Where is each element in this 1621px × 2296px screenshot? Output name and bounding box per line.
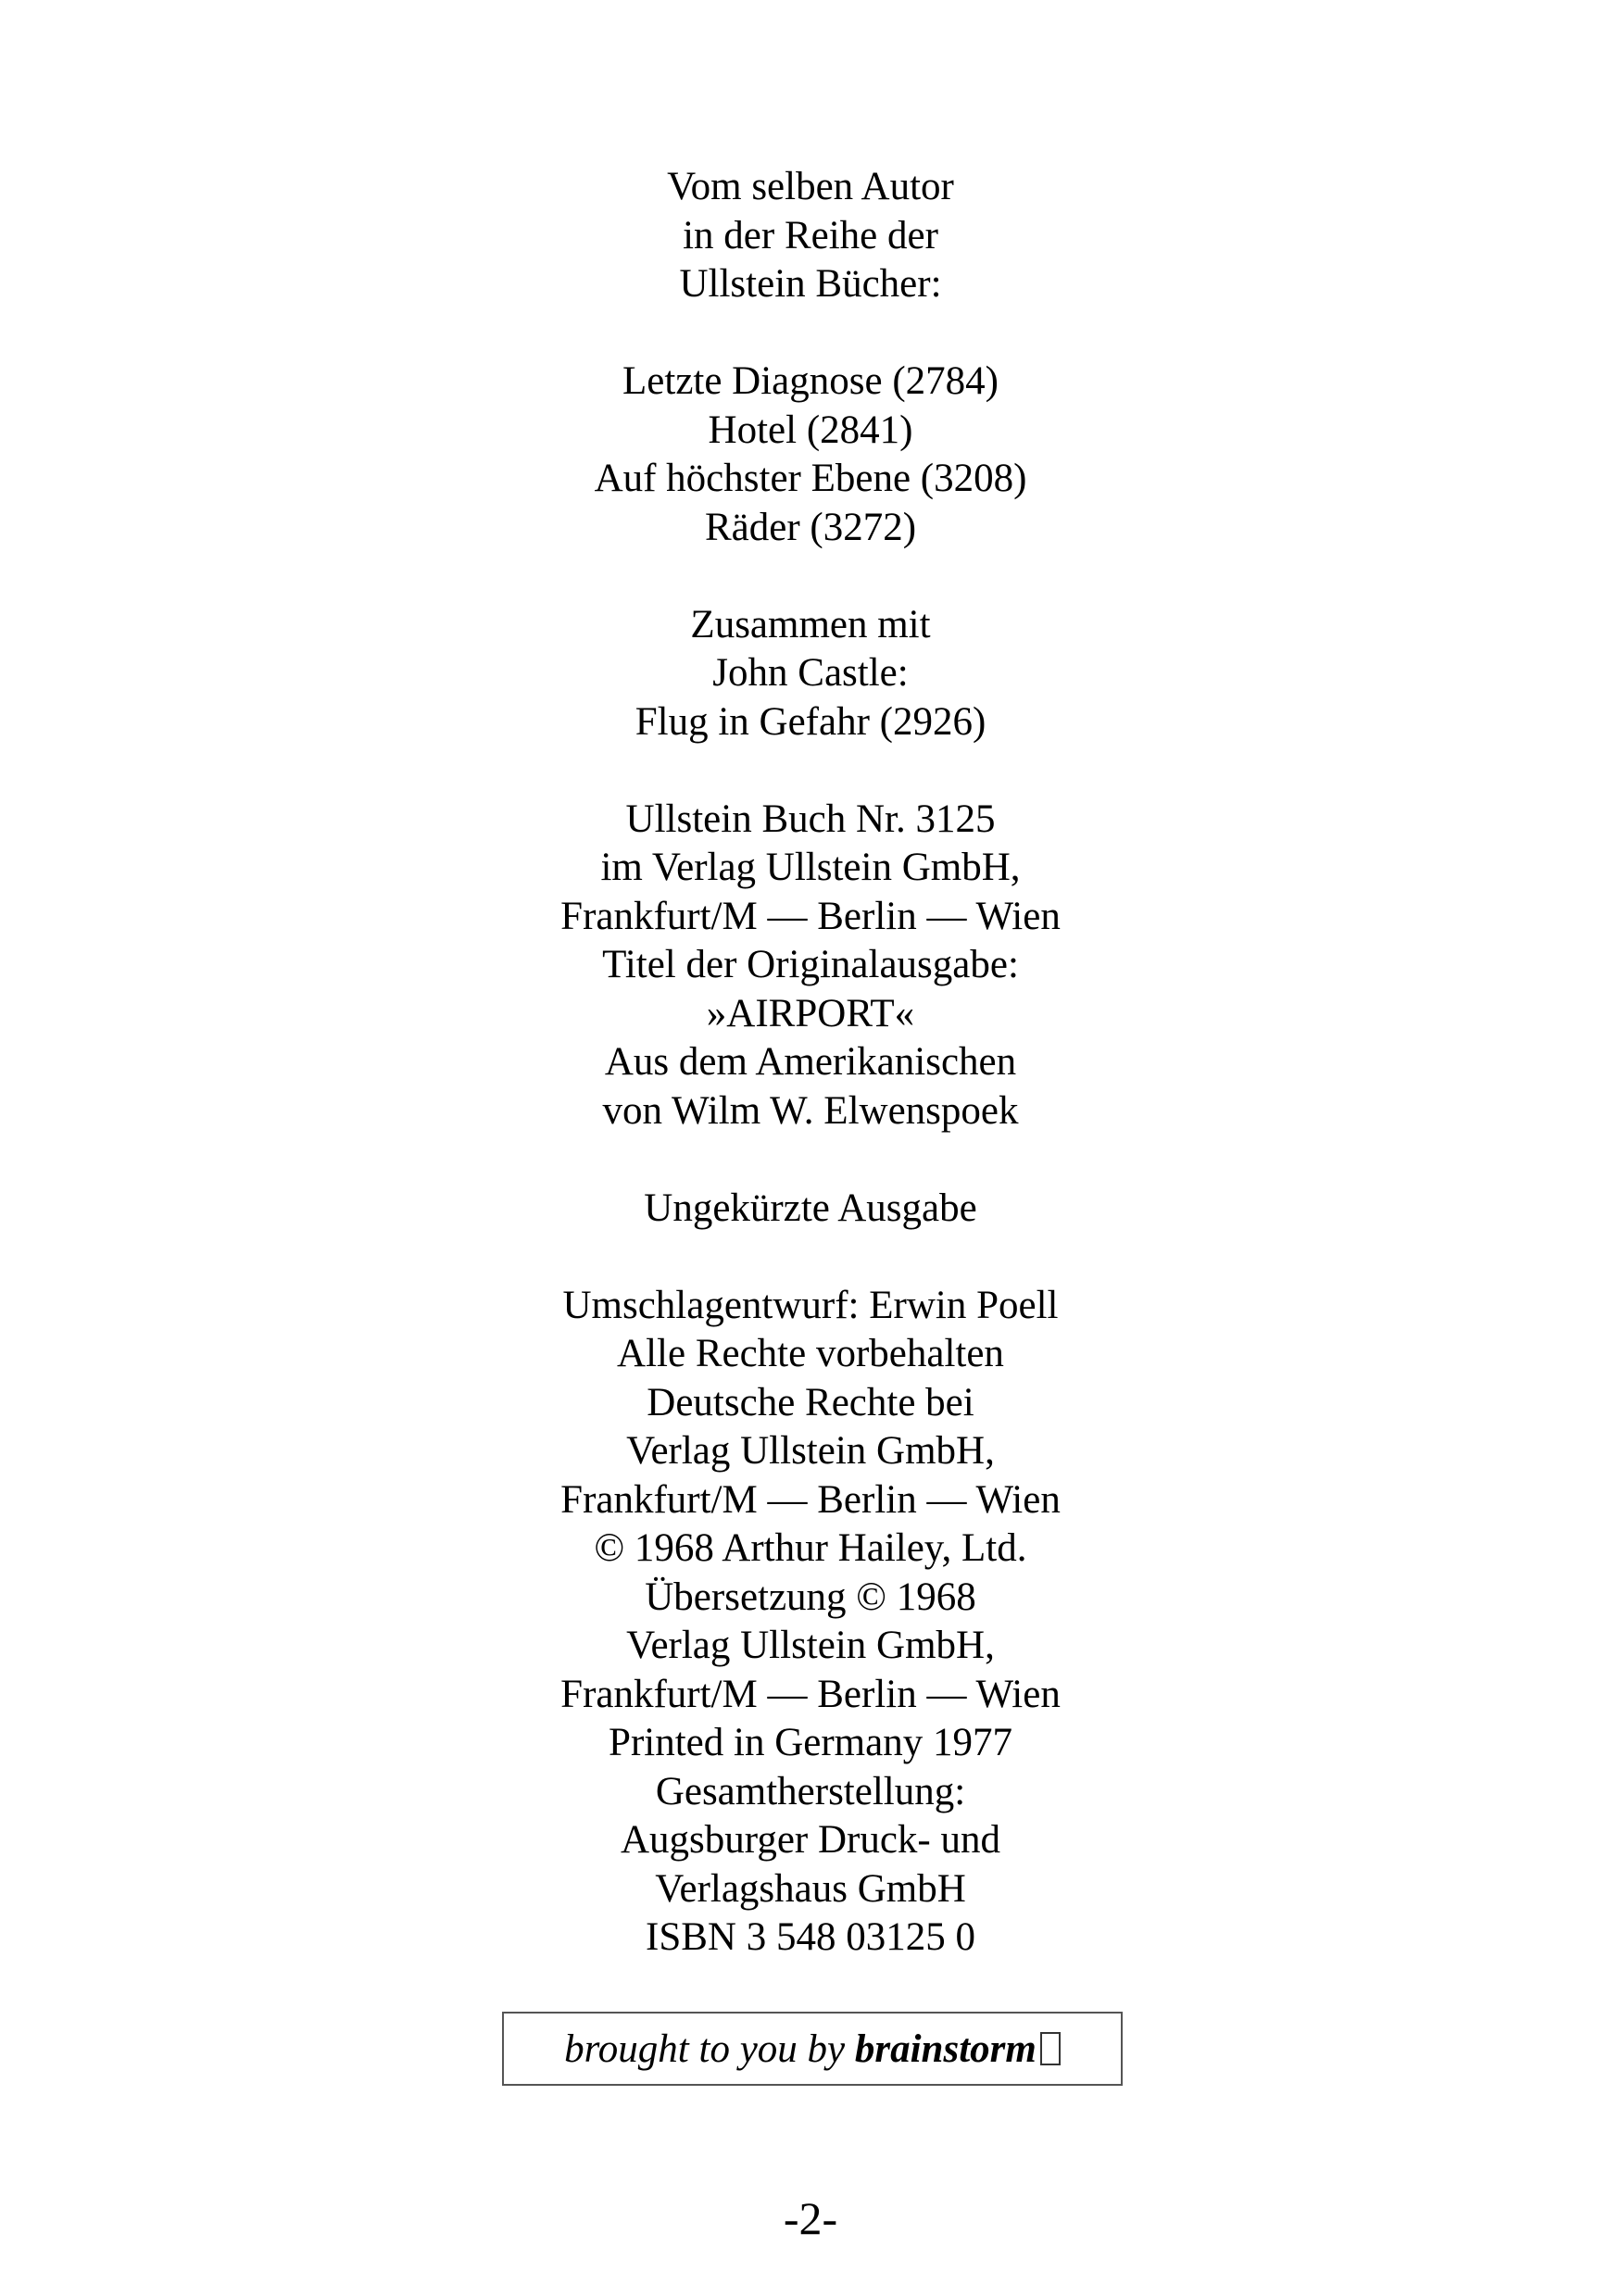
text-line: Hotel (2841)	[708, 408, 913, 452]
credit-banner	[502, 2012, 1123, 2086]
text-line: Frankfurt/M — Berlin — Wien	[560, 1477, 1061, 1522]
spacer	[0, 747, 1621, 796]
text-line: Auf höchster Ebene (3208)	[594, 457, 1027, 500]
text-line: Übersetzung © 1968	[645, 1575, 976, 1619]
spacer	[0, 1233, 1621, 1282]
text-line: Frankfurt/M — Berlin — Wien	[560, 1672, 1061, 1716]
text-line: Alle Rechte vorbehalten	[617, 1332, 1004, 1375]
text-line: Augsburger Druck- und	[620, 1818, 1000, 1862]
text-line: Verlagshaus GmbH	[655, 1866, 966, 1911]
text-line: Aus dem Amerikanischen	[604, 1040, 1017, 1084]
isbn-line: ISBN 3 548 03125 0	[646, 1915, 975, 1959]
credit-brand: brainstorm	[854, 2026, 1037, 2071]
imprint-text	[0, 163, 1621, 1963]
text-line: Räder (3272)	[704, 505, 917, 549]
text-line: von Wilm W. Elwenspoek	[602, 1088, 1019, 1133]
text-line: Printed in Germany 1977	[609, 1721, 1012, 1764]
other-titles-heading	[0, 163, 1621, 309]
page-number: -2-	[783, 2192, 838, 2244]
other-titles-list	[0, 358, 1621, 552]
spacer	[0, 1135, 1621, 1185]
spacer	[0, 309, 1621, 358]
text-line: Zusammen mit	[690, 602, 931, 646]
text-line: Verlag Ullstein GmbH,	[626, 1429, 995, 1473]
text-line: Titel der Originalausgabe:	[602, 943, 1019, 986]
text-line: Frankfurt/M — Berlin — Wien	[560, 894, 1061, 938]
text-line: Ungekürzte Ausgabe	[644, 1186, 977, 1230]
text-line: Umschlagentwurf: Erwin Poell	[562, 1283, 1059, 1327]
text-line: Ullstein Buch Nr. 3125	[625, 797, 996, 841]
spacer	[0, 552, 1621, 601]
edition-info	[0, 796, 1621, 1136]
missing-glyph-icon	[1040, 2032, 1061, 2065]
text-line: John Castle:	[712, 651, 909, 695]
text-line: im Verlag Ullstein GmbH,	[600, 846, 1021, 889]
text-line: Verlag Ullstein GmbH,	[626, 1624, 995, 1667]
unabridged-note	[0, 1185, 1621, 1234]
text-line: in der Reihe der	[683, 213, 938, 257]
text-line: »AIRPORT«	[706, 991, 915, 1035]
text-line: Gesamtherstellung:	[655, 1769, 966, 1813]
coauthored-title	[0, 601, 1621, 747]
text-line: Flug in Gefahr (2926)	[635, 699, 986, 744]
text-line: © 1968 Arthur Hailey, Ltd.	[594, 1526, 1027, 1570]
text-line: Letzte Diagnose (2784)	[622, 359, 999, 403]
text-line: Vom selben Autor	[667, 165, 954, 208]
text-line: Ullstein Bücher:	[679, 262, 942, 306]
text-line: Deutsche Rechte bei	[647, 1380, 974, 1424]
credit-prefix: brought to you by	[564, 2026, 846, 2071]
copyright-info	[0, 1282, 1621, 1963]
